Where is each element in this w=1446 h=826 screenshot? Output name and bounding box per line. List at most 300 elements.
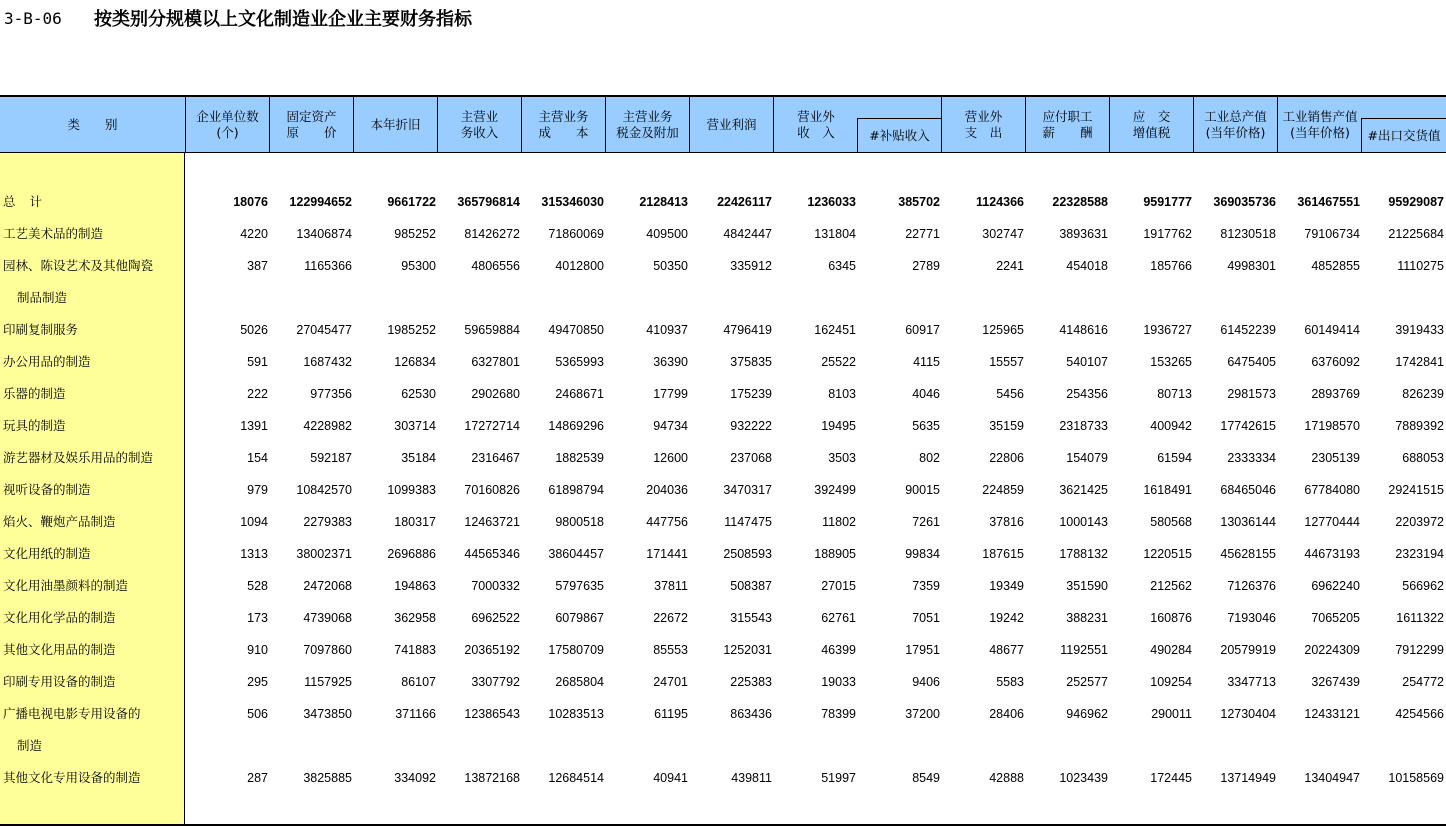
table-cell: 37816 (989, 515, 1024, 529)
table-cell: 290011 (1151, 707, 1192, 721)
table-cell: 204036 (646, 483, 688, 497)
row-category-line: 制造 (17, 738, 43, 753)
table-cell: 566962 (1402, 579, 1444, 593)
table-cell: 5456 (996, 387, 1024, 401)
table-cell: 295 (247, 675, 268, 689)
table-cell: 20579919 (1220, 643, 1276, 657)
table-cell: 1917762 (1143, 227, 1192, 241)
table-cell: 44565346 (464, 547, 520, 561)
table-cell: 131804 (814, 227, 856, 241)
table-cell: 1192551 (1060, 643, 1108, 657)
table-cell: 2333334 (1227, 451, 1276, 465)
table-cell: 42888 (989, 771, 1024, 785)
table-row (0, 666, 1446, 698)
table-cell: 212562 (1150, 579, 1192, 593)
table-cell: 49470850 (548, 323, 604, 337)
table-cell: 61195 (654, 707, 688, 721)
table-cell: 4012800 (555, 259, 604, 273)
table-cell: 7912299 (1395, 643, 1444, 657)
table-row (0, 474, 1446, 506)
table-cell: 17272714 (464, 419, 520, 433)
table-cell: 7000332 (471, 579, 520, 593)
header-main-tax: 主营业务 税金及附加 (606, 97, 690, 153)
table-cell: 9406 (912, 675, 940, 689)
table-cell: 15557 (989, 355, 1024, 369)
table-cell: 172445 (1150, 771, 1192, 785)
table-cell: 985252 (394, 227, 436, 241)
table-cell: 946962 (1066, 707, 1108, 721)
table-cell: 387 (247, 259, 268, 273)
row-category: 文化用化学品的制造 (3, 610, 116, 625)
table-cell: 90015 (905, 483, 940, 497)
table-cell: 19495 (821, 419, 856, 433)
table-cell: 439811 (731, 771, 772, 785)
table-cell: 4254566 (1395, 707, 1444, 721)
header-subsidy: #补贴收入 (857, 118, 942, 153)
header-depreciation: 本年折旧 (354, 97, 438, 153)
table-cell: 9591777 (1143, 195, 1192, 209)
table-row (0, 602, 1446, 634)
table-cell: 2203972 (1395, 515, 1444, 529)
table-cell: 68465046 (1220, 483, 1276, 497)
row-category: 焰火、鞭炮产品制造 (3, 514, 116, 529)
table-cell: 3307792 (471, 675, 520, 689)
table-cell: 1110275 (1397, 259, 1444, 273)
row-category: 文化用纸的制造 (3, 546, 91, 561)
table-cell: 2893769 (1311, 387, 1360, 401)
table-cell: 1236033 (807, 195, 856, 209)
table-cell: 863436 (730, 707, 772, 721)
table-cell: 2128413 (639, 195, 688, 209)
table-cell: 18076 (233, 195, 268, 209)
table-row (0, 346, 1446, 378)
table-cell: 19349 (989, 579, 1024, 593)
table-cell: 37811 (654, 579, 688, 593)
table-cell: 12684514 (548, 771, 604, 785)
table-cell: 27045477 (296, 323, 352, 337)
table-cell: 1687432 (303, 355, 352, 369)
table-cell: 977356 (310, 387, 352, 401)
header-gross-output: 工业总产值 (当年价格) (1194, 97, 1278, 153)
table-cell: 2279383 (303, 515, 352, 529)
table-cell: 7126376 (1227, 579, 1276, 593)
table-cell: 122994652 (289, 195, 352, 209)
table-cell: 2789 (912, 259, 940, 273)
table-cell: 580568 (1150, 515, 1192, 529)
table-cell: 2508593 (723, 547, 772, 561)
header-export: #出口交货值 (1361, 118, 1446, 153)
table-cell: 7193046 (1227, 611, 1276, 625)
table-cell: 51997 (821, 771, 856, 785)
table-cell: 528 (247, 579, 268, 593)
row-category: 办公用品的制造 (3, 354, 91, 369)
table-cell: 154079 (1066, 451, 1108, 465)
table-cell: 180317 (394, 515, 436, 529)
table-cell: 6327801 (471, 355, 520, 369)
table-cell: 1391 (240, 419, 268, 433)
table-cell: 187615 (982, 547, 1024, 561)
table-cell: 12770444 (1304, 515, 1360, 529)
table-cell: 10283513 (548, 707, 604, 721)
table-cell: 5635 (912, 419, 940, 433)
table-cell: 22672 (653, 611, 688, 625)
table-row (0, 538, 1446, 570)
table-cell: 175239 (730, 387, 772, 401)
table-cell: 371166 (395, 707, 436, 721)
table-cell: 237068 (730, 451, 772, 465)
header-category: 类 别 (0, 97, 186, 153)
header-main-cost: 主营业务 成 本 (522, 97, 606, 153)
header-nonop-income: 营业外 收 入 (797, 109, 835, 140)
table-cell: 28406 (989, 707, 1024, 721)
table-cell: 4739068 (303, 611, 352, 625)
table-cell: 540107 (1066, 355, 1108, 369)
table-cell: 302747 (982, 227, 1024, 241)
table-cell: 3473850 (303, 707, 352, 721)
table-cell: 1147475 (724, 515, 772, 529)
table-cell: 62530 (401, 387, 436, 401)
table-cell: 1936727 (1143, 323, 1192, 337)
row-category (3, 706, 141, 770)
table-cell: 1165366 (304, 259, 352, 273)
table-cell: 287 (247, 771, 268, 785)
table-cell: 17198570 (1304, 419, 1360, 433)
table-cell: 60149414 (1304, 323, 1360, 337)
table-cell: 12600 (653, 451, 688, 465)
table-cell: 95300 (401, 259, 436, 273)
table-cell: 20365192 (464, 643, 520, 657)
table-cell: 17742615 (1220, 419, 1276, 433)
table-cell: 10842570 (296, 483, 352, 497)
table-cell: 70160826 (464, 483, 520, 497)
table-cell: 315543 (730, 611, 772, 625)
table-cell: 62761 (821, 611, 856, 625)
row-category-line: 广播电视电影专用设备的 (3, 706, 141, 721)
table-cell: 8103 (828, 387, 856, 401)
table-cell: 35159 (989, 419, 1024, 433)
table-cell: 2472068 (303, 579, 352, 593)
table-cell: 185766 (1150, 259, 1192, 273)
table-cell: 154 (247, 451, 268, 465)
table-cell: 78399 (821, 707, 856, 721)
table-cell: 19033 (821, 675, 856, 689)
table-row (0, 762, 1446, 794)
table-cell: 125965 (982, 323, 1024, 337)
table-cell: 1313 (240, 547, 268, 561)
table-row (0, 314, 1446, 346)
table-cell: 3919433 (1395, 323, 1444, 337)
table-cell: 4148616 (1059, 323, 1108, 337)
table-cell: 12433121 (1304, 707, 1360, 721)
table-row (0, 218, 1446, 250)
table-cell: 12730404 (1220, 707, 1276, 721)
table-cell: 4842447 (723, 227, 772, 241)
table-cell: 6345 (828, 259, 856, 273)
header-vat: 应 交 增值税 (1110, 97, 1194, 153)
table-cell: 20224309 (1304, 643, 1360, 657)
table-cell: 71860069 (548, 227, 604, 241)
table-cell: 2305139 (1311, 451, 1360, 465)
table-cell: 59659884 (464, 323, 520, 337)
table-cell: 1788132 (1059, 547, 1108, 561)
header-wages: 应付职工 薪 酬 (1026, 97, 1110, 153)
row-category (3, 258, 153, 322)
table-cell: 252577 (1066, 675, 1108, 689)
table-cell: 335912 (730, 259, 772, 273)
table-cell: 37200 (905, 707, 940, 721)
table-cell: 7097860 (303, 643, 352, 657)
table-cell: 508387 (730, 579, 772, 593)
table-code: 3-B-06 (4, 8, 62, 28)
table-row (0, 634, 1446, 666)
table-cell: 369035736 (1213, 195, 1276, 209)
table-cell: 94734 (653, 419, 688, 433)
table-cell: 375835 (730, 355, 772, 369)
table-cell: 4806556 (471, 259, 520, 273)
table-cell: 361467551 (1297, 195, 1360, 209)
table-cell: 13036144 (1220, 515, 1276, 529)
table-cell: 3267439 (1311, 675, 1360, 689)
table-cell: 24701 (653, 675, 688, 689)
table-cell: 315346030 (541, 195, 604, 209)
table-cell: 3470317 (723, 483, 772, 497)
table-cell: 4115 (913, 355, 940, 369)
table-row-total (0, 186, 1446, 218)
table-cell: 3347713 (1227, 675, 1276, 689)
table-cell: 490284 (1150, 643, 1192, 657)
table-cell: 4998301 (1227, 259, 1276, 273)
table-row (0, 378, 1446, 410)
table-cell: 10158569 (1388, 771, 1444, 785)
table-cell: 3503 (828, 451, 856, 465)
table-cell: 61452239 (1220, 323, 1276, 337)
table-cell: 13872168 (464, 771, 520, 785)
table-cell: 153265 (1150, 355, 1192, 369)
table-row (0, 698, 1446, 762)
table-cell: 2316467 (471, 451, 520, 465)
table-cell: 932222 (730, 419, 772, 433)
table-cell: 2685804 (555, 675, 604, 689)
table-cell: 410937 (646, 323, 688, 337)
table-cell: 6962522 (471, 611, 520, 625)
table-cell: 5365993 (555, 355, 604, 369)
table-cell: 447756 (646, 515, 688, 529)
table-cell: 9800518 (555, 515, 604, 529)
table-cell: 60917 (905, 323, 940, 337)
table-cell: 19242 (989, 611, 1024, 625)
table-cell: 29241515 (1388, 483, 1444, 497)
table-cell: 303714 (394, 419, 436, 433)
table-cell: 4228982 (303, 419, 352, 433)
table-cell: 13714949 (1220, 771, 1276, 785)
table-cell: 979 (247, 483, 268, 497)
row-category: 游艺器材及娱乐用品的制造 (3, 450, 154, 465)
table-cell: 1094 (240, 515, 268, 529)
header-main-income: 主营业 务收入 (438, 97, 522, 153)
table-cell: 2981573 (1227, 387, 1276, 401)
table-cell: 86107 (401, 675, 436, 689)
table-cell: 1252031 (723, 643, 772, 657)
table-row (0, 506, 1446, 538)
page-title (4, 5, 472, 31)
table-cell: 4220 (240, 227, 268, 241)
table-cell: 4852855 (1311, 259, 1360, 273)
table-cell: 21225684 (1388, 227, 1444, 241)
row-category: 玩具的制造 (3, 418, 66, 433)
table-cell: 81230518 (1220, 227, 1276, 241)
table-cell: 7889392 (1395, 419, 1444, 433)
table-cell: 7051 (912, 611, 940, 625)
table-cell: 1882539 (555, 451, 604, 465)
table-cell: 1611322 (1396, 611, 1444, 625)
table-body (0, 186, 1446, 794)
table-cell: 506 (247, 707, 268, 721)
table-cell: 2318733 (1059, 419, 1108, 433)
table-cell: 592187 (310, 451, 352, 465)
row-category: 其他文化用品的制造 (3, 642, 116, 657)
row-category: 印刷专用设备的制造 (3, 674, 116, 689)
table-cell: 22426117 (717, 195, 772, 209)
table-cell: 2468671 (555, 387, 604, 401)
header-nonop-income-top (858, 97, 942, 118)
table-cell: 254772 (1402, 675, 1444, 689)
table-cell: 14869296 (548, 419, 604, 433)
row-category: 印刷复制服务 (3, 322, 79, 337)
row-category: 工艺美术品的制造 (3, 226, 104, 241)
table-cell: 12386543 (464, 707, 520, 721)
table-cell: 79106734 (1304, 227, 1360, 241)
table-title: 按类别分规模以上文化制造业企业主要财务指标 (94, 9, 472, 30)
table-cell: 67784080 (1304, 483, 1360, 497)
row-category: 乐器的制造 (3, 386, 66, 401)
table-cell: 1985252 (387, 323, 436, 337)
table-cell: 22771 (905, 227, 940, 241)
table-cell: 2241 (996, 259, 1024, 273)
table-cell: 61898794 (548, 483, 604, 497)
table-cell: 36390 (653, 355, 688, 369)
header-profit: 营业利润 (690, 97, 774, 153)
table-cell: 910 (247, 643, 268, 657)
table-row (0, 250, 1446, 314)
table-cell: 224859 (982, 483, 1024, 497)
table-cell: 7065205 (1311, 611, 1360, 625)
header-sales-output: 工业销售产值 (当年价格) (1282, 109, 1358, 140)
table-cell: 741883 (394, 643, 436, 657)
table-cell: 254356 (1066, 387, 1108, 401)
header-units: 企业单位数 (个) (186, 97, 270, 153)
table-cell: 38604457 (548, 547, 604, 561)
table-cell: 13404947 (1304, 771, 1360, 785)
table-cell: 2323194 (1395, 547, 1444, 561)
table-header (0, 95, 1446, 153)
table-cell: 44673193 (1304, 547, 1360, 561)
table-cell: 25522 (821, 355, 856, 369)
table-row (0, 570, 1446, 602)
table-cell: 22806 (989, 451, 1024, 465)
table-cell: 1742841 (1395, 355, 1444, 369)
table-cell: 1220515 (1143, 547, 1192, 561)
table-cell: 50350 (653, 259, 688, 273)
table-cell: 400942 (1150, 419, 1192, 433)
table-cell: 188905 (814, 547, 856, 561)
table-cell: 826239 (1402, 387, 1444, 401)
table-cell: 13406874 (296, 227, 352, 241)
table-cell: 3825885 (303, 771, 352, 785)
table-cell: 1124366 (976, 195, 1024, 209)
table-cell: 7261 (912, 515, 940, 529)
table-cell: 17580709 (548, 643, 604, 657)
table-row (0, 410, 1446, 442)
table-cell: 5583 (996, 675, 1024, 689)
table-cell: 1000143 (1059, 515, 1108, 529)
table-cell: 1099383 (387, 483, 436, 497)
table-cell: 688053 (1402, 451, 1444, 465)
table-cell: 9661722 (387, 195, 436, 209)
table-cell: 6962240 (1311, 579, 1360, 593)
table-cell: 334092 (394, 771, 436, 785)
table-cell: 454018 (1066, 259, 1108, 273)
table-cell: 3893631 (1059, 227, 1108, 241)
table-cell: 2902680 (471, 387, 520, 401)
table-cell: 81426272 (464, 227, 520, 241)
table-cell: 362958 (394, 611, 436, 625)
table-cell: 1618491 (1143, 483, 1192, 497)
table-cell: 17951 (905, 643, 940, 657)
table-cell: 126834 (394, 355, 436, 369)
table-cell: 365796814 (457, 195, 520, 209)
table-cell: 222 (247, 387, 268, 401)
table-cell: 194863 (394, 579, 436, 593)
table-cell: 162451 (814, 323, 856, 337)
table-cell: 173 (247, 611, 268, 625)
table-cell: 12463721 (464, 515, 520, 529)
header-fixed-assets: 固定资产 原 价 (270, 97, 354, 153)
table-cell: 48677 (989, 643, 1024, 657)
table-cell: 802 (919, 451, 940, 465)
table-cell: 1023439 (1059, 771, 1108, 785)
table-cell: 171441 (646, 547, 688, 561)
table-cell: 5797635 (555, 579, 604, 593)
table-cell: 8549 (912, 771, 940, 785)
table-cell: 11802 (822, 515, 856, 529)
table-cell: 6475405 (1227, 355, 1276, 369)
table-cell: 4046 (912, 387, 940, 401)
table-cell: 45628155 (1220, 547, 1276, 561)
table-cell: 35184 (401, 451, 436, 465)
table-cell: 85553 (653, 643, 688, 657)
table-cell: 38002371 (296, 547, 352, 561)
row-category: 文化用油墨颜料的制造 (3, 578, 129, 593)
table-cell: 385702 (898, 195, 940, 209)
table-cell: 392499 (814, 483, 856, 497)
table-cell: 351590 (1066, 579, 1108, 593)
row-category: 视听设备的制造 (3, 482, 91, 497)
table-cell: 109254 (1150, 675, 1192, 689)
table-cell: 22328588 (1052, 195, 1108, 209)
table-cell: 17799 (653, 387, 688, 401)
table-cell: 7359 (912, 579, 940, 593)
table-cell: 61594 (1157, 451, 1192, 465)
table-cell: 1157925 (304, 675, 352, 689)
table-cell: 46399 (821, 643, 856, 657)
table-row (0, 442, 1446, 474)
table-cell: 4796419 (723, 323, 772, 337)
table-cell: 3621425 (1059, 483, 1108, 497)
row-category-line: 制品制造 (17, 290, 68, 305)
row-category-line: 园林、陈设艺术及其他陶瓷 (3, 258, 154, 273)
table-cell: 40941 (653, 771, 688, 785)
table-cell: 27015 (821, 579, 856, 593)
